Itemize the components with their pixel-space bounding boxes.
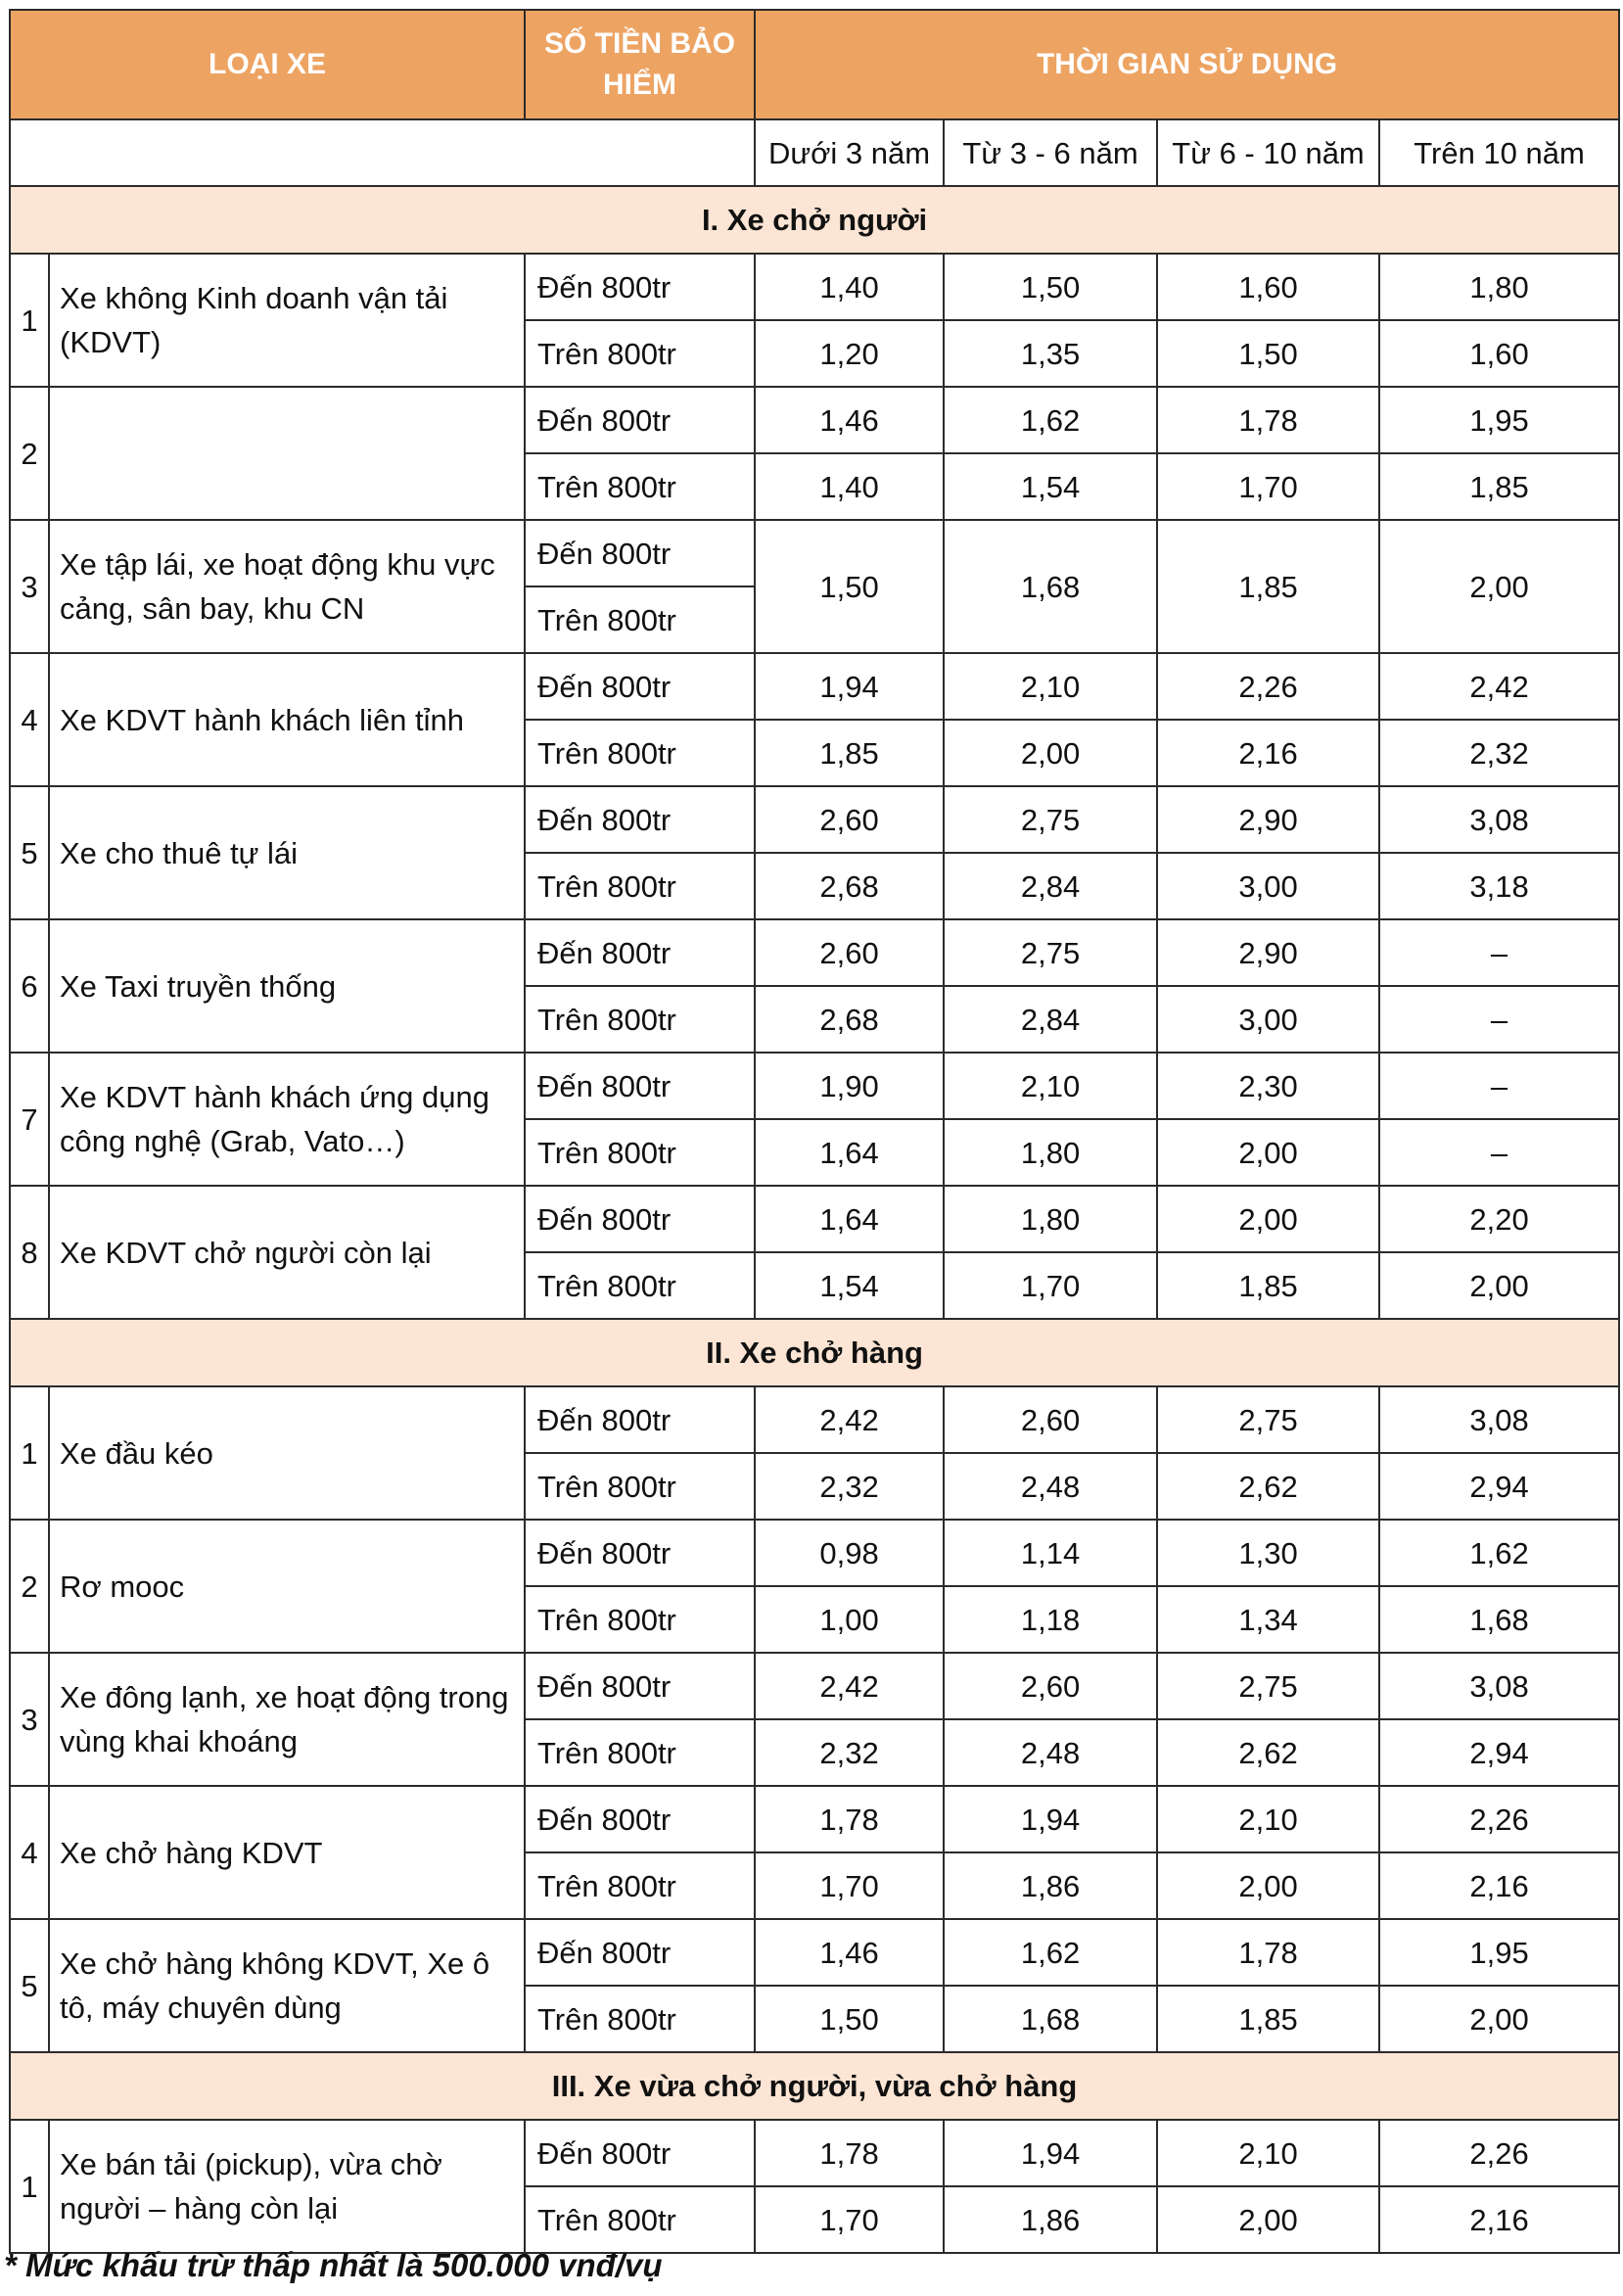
item-number: 1 <box>10 1386 49 1520</box>
insured-amount: Đến 800tr <box>525 520 755 586</box>
rate-value: 2,42 <box>1379 653 1619 720</box>
rate-value: 2,10 <box>1157 1786 1379 1852</box>
insured-amount: Đến 800tr <box>525 1919 755 1986</box>
vehicle-type-name: Xe đầu kéo <box>49 1386 525 1520</box>
insured-amount: Đến 800tr <box>525 254 755 320</box>
insured-amount: Trên 800tr <box>525 320 755 387</box>
rate-value: 2,00 <box>1157 1186 1379 1252</box>
table-row <box>10 1520 1619 1586</box>
rate-value: 1,80 <box>944 1119 1157 1186</box>
insured-amount: Đến 800tr <box>525 1786 755 1852</box>
rate-value: 3,08 <box>1379 1386 1619 1453</box>
rate-value: 2,16 <box>1379 2186 1619 2253</box>
item-number: 1 <box>10 2120 49 2253</box>
vehicle-type-name: Xe bán tải (pickup), vừa chờ người – hàng còn lại <box>49 2120 525 2253</box>
table-row <box>10 786 1619 853</box>
rate-value: 1,35 <box>944 320 1157 387</box>
rate-value: 2,16 <box>1157 720 1379 786</box>
rate-value: 3,08 <box>1379 786 1619 853</box>
item-number: 5 <box>10 1919 49 2052</box>
insurance-rate-table <box>9 9 1620 2254</box>
rate-value: 3,18 <box>1379 853 1619 919</box>
rate-value: 1,00 <box>755 1586 944 1653</box>
insured-amount: Trên 800tr <box>525 1252 755 1319</box>
rate-value: 1,64 <box>755 1186 944 1252</box>
item-number: 4 <box>10 1786 49 1919</box>
insured-amount: Trên 800tr <box>525 1453 755 1520</box>
rate-value: 1,50 <box>755 520 944 653</box>
insured-amount: Đến 800tr <box>525 1053 755 1119</box>
insurance-rate-document <box>9 9 1618 2254</box>
rate-value: 2,48 <box>944 1719 1157 1786</box>
rate-value: 1,78 <box>755 1786 944 1852</box>
rate-value: 2,94 <box>1379 1719 1619 1786</box>
vehicle-type-name: Xe KDVT hành khách liên tỉnh <box>49 653 525 786</box>
rate-value: 2,26 <box>1157 653 1379 720</box>
rate-value: 1,46 <box>755 1919 944 1986</box>
rate-value: 2,60 <box>755 786 944 853</box>
vehicle-type-name <box>49 387 525 520</box>
rate-value: 1,14 <box>944 1520 1157 1586</box>
rate-value: 2,84 <box>944 986 1157 1053</box>
rate-value: 2,60 <box>944 1386 1157 1453</box>
table-row <box>10 2120 1619 2186</box>
vehicle-type-name: Xe Taxi truyền thống <box>49 919 525 1053</box>
rate-value: 2,60 <box>755 919 944 986</box>
vehicle-type-name: Rơ mooc <box>49 1520 525 1653</box>
insured-amount: Đến 800tr <box>525 919 755 986</box>
rate-value: 3,00 <box>1157 986 1379 1053</box>
rate-value: 1,54 <box>755 1252 944 1319</box>
vehicle-type-name: Xe đông lạnh, xe hoạt động trong vùng khai khoáng <box>49 1653 525 1786</box>
rate-value: 2,62 <box>1157 1453 1379 1520</box>
insured-amount: Đến 800tr <box>525 786 755 853</box>
section-title: I. Xe chở người <box>10 186 1619 254</box>
rate-value: 2,26 <box>1379 2120 1619 2186</box>
item-number: 1 <box>10 254 49 387</box>
header-usage-time: THỜI GIAN SỬ DỤNG <box>755 10 1619 119</box>
period-over-10: Trên 10 năm <box>1379 119 1619 186</box>
insured-amount: Đến 800tr <box>525 387 755 453</box>
section-title: II. Xe chở hàng <box>10 1319 1619 1386</box>
rate-value: 1,50 <box>944 254 1157 320</box>
rate-value: 1,62 <box>1379 1520 1619 1586</box>
rate-value: 1,86 <box>944 1852 1157 1919</box>
rate-value: 1,46 <box>755 387 944 453</box>
rate-value: 1,78 <box>755 2120 944 2186</box>
table-row <box>10 1053 1619 1119</box>
rate-value: 2,10 <box>944 653 1157 720</box>
rate-value: 1,50 <box>755 1986 944 2052</box>
deductible-note: * Mức khấu trừ thấp nhất là 500.000 vnđ/vụ <box>4 2247 663 2283</box>
rate-value: 1,95 <box>1379 387 1619 453</box>
rate-value: 1,94 <box>755 653 944 720</box>
rate-value: 1,86 <box>944 2186 1157 2253</box>
rate-value: 1,85 <box>1379 453 1619 520</box>
insured-amount: Trên 800tr <box>525 720 755 786</box>
rate-value: 1,40 <box>755 453 944 520</box>
rate-value: 1,68 <box>944 1986 1157 2052</box>
table-row <box>10 653 1619 720</box>
section-row <box>10 2052 1619 2120</box>
rate-value: 1,50 <box>1157 320 1379 387</box>
insured-amount: Trên 800tr <box>525 1852 755 1919</box>
rate-value: 2,75 <box>944 786 1157 853</box>
vehicle-type-name: Xe KDVT chở người còn lại <box>49 1186 525 1319</box>
item-number: 3 <box>10 1653 49 1786</box>
rate-value: 1,85 <box>755 720 944 786</box>
table-row <box>10 1919 1619 1986</box>
rate-value: 2,75 <box>1157 1653 1379 1719</box>
insured-amount: Đến 800tr <box>525 1520 755 1586</box>
rate-value: 2,48 <box>944 1453 1157 1520</box>
vehicle-type-name: Xe chở hàng không KDVT, Xe ô tô, máy chuyên dùng <box>49 1919 525 2052</box>
rate-value: 3,08 <box>1379 1653 1619 1719</box>
rate-value: 1,68 <box>1379 1586 1619 1653</box>
rate-value: 2,68 <box>755 986 944 1053</box>
insured-amount: Trên 800tr <box>525 853 755 919</box>
rate-value: 0,98 <box>755 1520 944 1586</box>
rate-value: 2,00 <box>1379 1252 1619 1319</box>
rate-value: 3,00 <box>1157 853 1379 919</box>
table-header-row <box>10 10 1619 119</box>
item-number: 6 <box>10 919 49 1053</box>
rate-value: 1,60 <box>1379 320 1619 387</box>
insured-amount: Trên 800tr <box>525 1586 755 1653</box>
subheader-blank <box>10 119 755 186</box>
rate-value: 1,18 <box>944 1586 1157 1653</box>
item-number: 2 <box>10 1520 49 1653</box>
rate-value: 2,00 <box>1157 1852 1379 1919</box>
insured-amount: Trên 800tr <box>525 1986 755 2052</box>
rate-value: 1,95 <box>1379 1919 1619 1986</box>
item-number: 4 <box>10 653 49 786</box>
vehicle-type-name: Xe KDVT hành khách ứng dụng công nghệ (Grab, Vato…) <box>49 1053 525 1186</box>
rate-value: 2,20 <box>1379 1186 1619 1252</box>
table-row <box>10 919 1619 986</box>
vehicle-type-name: Xe tập lái, xe hoạt động khu vực cảng, sân bay, khu CN <box>49 520 525 653</box>
rate-value: 2,42 <box>755 1653 944 1719</box>
rate-value: 2,62 <box>1157 1719 1379 1786</box>
vehicle-type-name: Xe cho thuê tự lái <box>49 786 525 919</box>
rate-value: 2,90 <box>1157 786 1379 853</box>
rate-value: 2,10 <box>1157 2120 1379 2186</box>
item-number: 2 <box>10 387 49 520</box>
rate-value: 2,90 <box>1157 919 1379 986</box>
rate-value: 1,94 <box>944 2120 1157 2186</box>
rate-value: 1,40 <box>755 254 944 320</box>
rate-value: 1,20 <box>755 320 944 387</box>
rate-value: 1,78 <box>1157 387 1379 453</box>
insured-amount: Trên 800tr <box>525 986 755 1053</box>
insured-amount: Trên 800tr <box>525 586 755 653</box>
rate-value: 2,16 <box>1379 1852 1619 1919</box>
rate-value: – <box>1379 1053 1619 1119</box>
table-row <box>10 520 1619 586</box>
insured-amount: Trên 800tr <box>525 453 755 520</box>
table-body <box>10 186 1619 2253</box>
period-under-3: Dưới 3 năm <box>755 119 944 186</box>
rate-value: 1,60 <box>1157 254 1379 320</box>
table-row <box>10 1786 1619 1852</box>
rate-value: 1,70 <box>944 1252 1157 1319</box>
rate-value: 2,10 <box>944 1053 1157 1119</box>
rate-value: 2,68 <box>755 853 944 919</box>
rate-value: 1,80 <box>1379 254 1619 320</box>
vehicle-type-name: Xe không Kinh doanh vận tải (KDVT) <box>49 254 525 387</box>
insured-amount: Đến 800tr <box>525 1653 755 1719</box>
rate-value: 1,85 <box>1157 520 1379 653</box>
rate-value: – <box>1379 1119 1619 1186</box>
rate-value: 2,30 <box>1157 1053 1379 1119</box>
insured-amount: Đến 800tr <box>525 1386 755 1453</box>
insured-amount: Trên 800tr <box>525 1119 755 1186</box>
table-subheader-row <box>10 119 1619 186</box>
rate-value: – <box>1379 986 1619 1053</box>
rate-value: 2,32 <box>1379 720 1619 786</box>
table-row <box>10 1186 1619 1252</box>
rate-value: 2,94 <box>1379 1453 1619 1520</box>
table-row <box>10 1653 1619 1719</box>
period-6-10: Từ 6 - 10 năm <box>1157 119 1379 186</box>
header-vehicle-type: LOẠI XE <box>10 10 525 119</box>
period-3-6: Từ 3 - 6 năm <box>944 119 1157 186</box>
rate-value: 1,30 <box>1157 1520 1379 1586</box>
rate-value: 1,94 <box>944 1786 1157 1852</box>
rate-value: 2,00 <box>944 720 1157 786</box>
rate-value: 2,00 <box>1157 1119 1379 1186</box>
rate-value: 2,60 <box>944 1653 1157 1719</box>
section-title: III. Xe vừa chở người, vừa chở hàng <box>10 2052 1619 2120</box>
rate-value: 2,00 <box>1157 2186 1379 2253</box>
rate-value: 1,34 <box>1157 1586 1379 1653</box>
rate-value: 1,70 <box>755 2186 944 2253</box>
rate-value: 1,78 <box>1157 1919 1379 1986</box>
rate-value: 1,80 <box>944 1186 1157 1252</box>
insured-amount: Đến 800tr <box>525 2120 755 2186</box>
rate-value: 1,70 <box>1157 453 1379 520</box>
rate-value: 2,75 <box>1157 1386 1379 1453</box>
rate-value: 2,00 <box>1379 520 1619 653</box>
rate-value: 2,32 <box>755 1453 944 1520</box>
rate-value: – <box>1379 919 1619 986</box>
rate-value: 2,32 <box>755 1719 944 1786</box>
rate-value: 2,26 <box>1379 1786 1619 1852</box>
item-number: 7 <box>10 1053 49 1186</box>
vehicle-type-name: Xe chở hàng KDVT <box>49 1786 525 1919</box>
section-row <box>10 186 1619 254</box>
insured-amount: Đến 800tr <box>525 1186 755 1252</box>
rate-value: 2,75 <box>944 919 1157 986</box>
item-number: 5 <box>10 786 49 919</box>
table-row <box>10 1386 1619 1453</box>
rate-value: 1,54 <box>944 453 1157 520</box>
insured-amount: Trên 800tr <box>525 1719 755 1786</box>
header-insured-amount: SỐ TIỀN BẢO HIỂM <box>525 10 755 119</box>
rate-value: 1,85 <box>1157 1252 1379 1319</box>
rate-value: 2,00 <box>1379 1986 1619 2052</box>
rate-value: 1,90 <box>755 1053 944 1119</box>
insured-amount: Trên 800tr <box>525 2186 755 2253</box>
table-row <box>10 254 1619 320</box>
rate-value: 2,42 <box>755 1386 944 1453</box>
rate-value: 1,62 <box>944 1919 1157 1986</box>
item-number: 3 <box>10 520 49 653</box>
rate-value: 1,70 <box>755 1852 944 1919</box>
rate-value: 2,84 <box>944 853 1157 919</box>
rate-value: 1,62 <box>944 387 1157 453</box>
rate-value: 1,85 <box>1157 1986 1379 2052</box>
insured-amount: Đến 800tr <box>525 653 755 720</box>
table-row <box>10 387 1619 453</box>
item-number: 8 <box>10 1186 49 1319</box>
rate-value: 1,68 <box>944 520 1157 653</box>
rate-value: 1,64 <box>755 1119 944 1186</box>
section-row <box>10 1319 1619 1386</box>
